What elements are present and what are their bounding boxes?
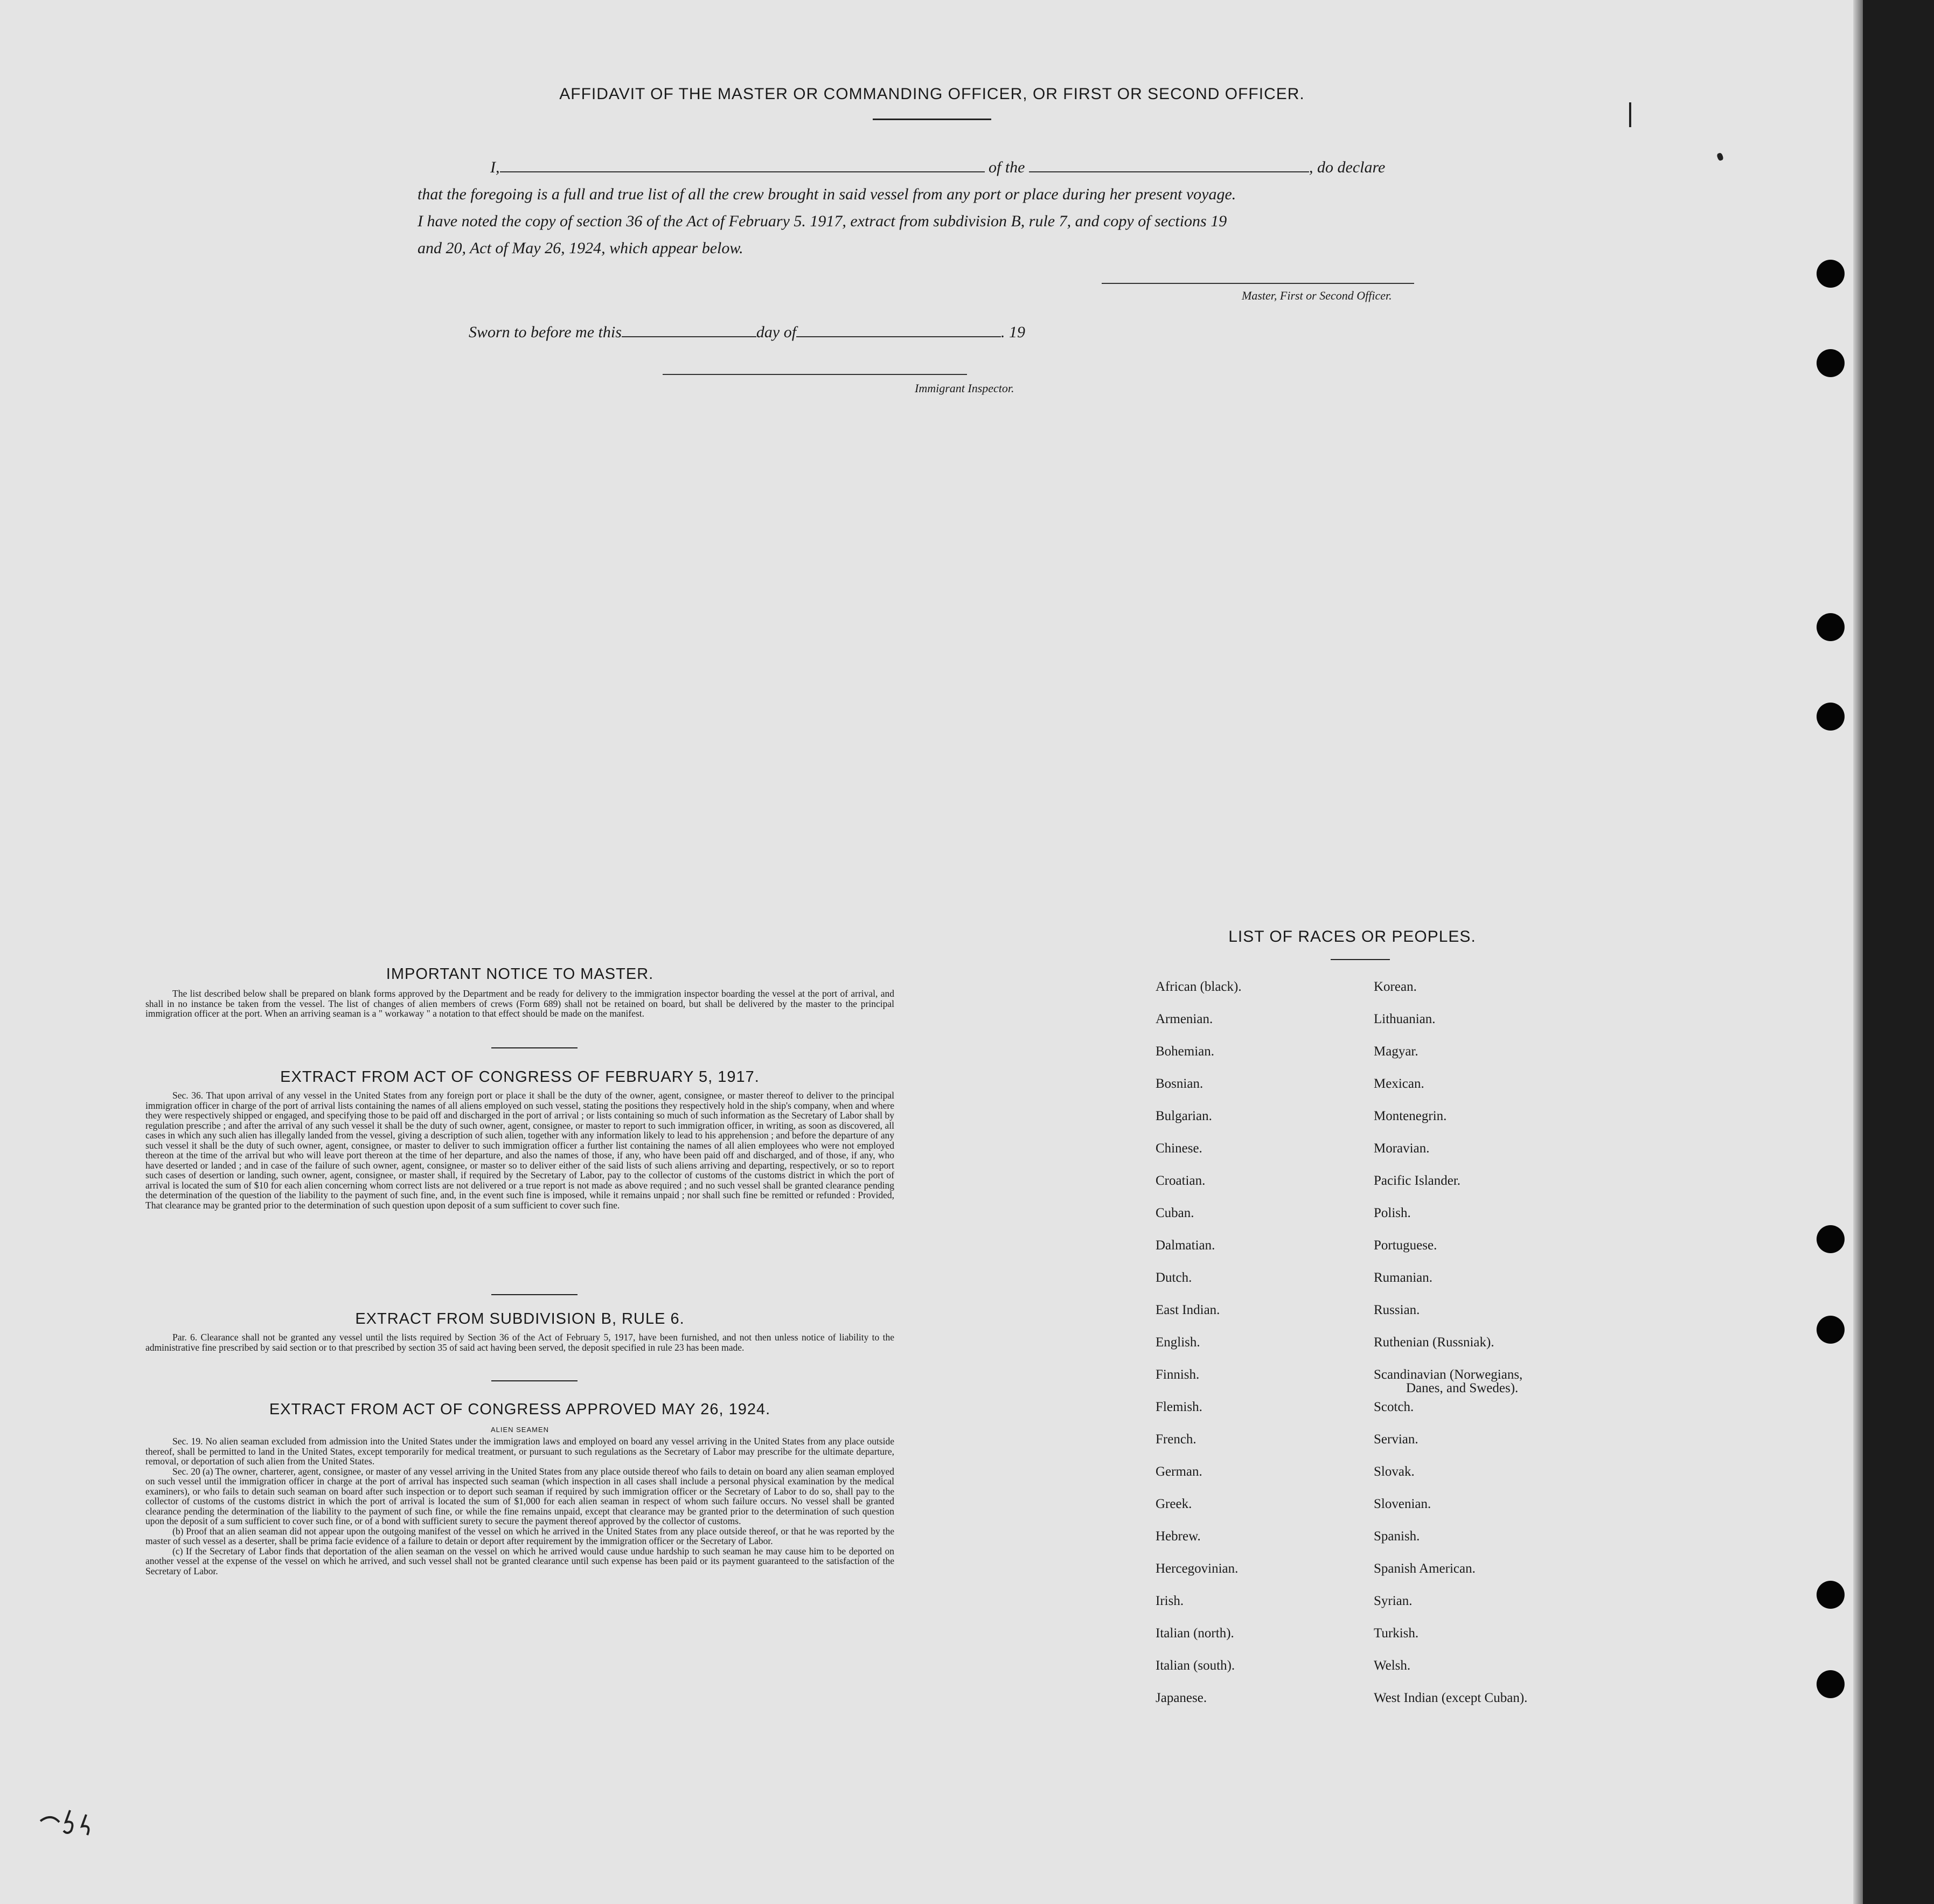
binder-hole [1817,1581,1845,1609]
race-item: Bosnian. [1156,1076,1203,1091]
sec-20a-paragraph: Sec. 20 (a) The owner, charterer, agent, consignee, or master of any vessel arriving in the United States from any place outside thereof who fails to detain on board any alien seaman employed on such vessel until the immigration officer in charge at the port of arrival has inspected such seaman (which inspection in all cases shall include a personal physical examination by the medical examiners), or who fails to detain such seaman on board after such inspection or to deport such seaman if required by such immigration officer or the Secretary of Labor to do so, shall pay to the collector of customs of the customs district in which the port of arrival is located the sum of $1,000 for each alien seaman in respect of whom such failure occurs. No vessel shall be granted clearance pending the determination of the liability to the payment of such fine, or while the fine remains unpaid, except that clearance may be granted prior to the determination of such question upon the deposit of a sum sufficient to cover such fine, or of a bond with sufficient surety to secure the payment thereof approved by the collector of customs. [145,1465,894,1526]
binder-hole [1817,703,1845,731]
of-the-label: of the [989,158,1025,176]
race-item: Slovak. [1374,1464,1415,1479]
page-edge-shadow [1853,0,1863,1904]
race-item: Croatian. [1156,1173,1206,1188]
sworn-line [469,319,1115,346]
race-item: Slovenian. [1374,1497,1431,1511]
inspector-caption: Immigrant Inspector. [915,381,1014,395]
binder-hole [1817,1670,1845,1698]
master-signature-caption: Master, First or Second Officer. [1242,289,1392,302]
month-blank [796,324,1001,337]
race-item: Spanish. [1374,1529,1420,1544]
race-item: German. [1156,1464,1202,1479]
race-item: Spanish American. [1374,1561,1476,1576]
race-item: English. [1156,1335,1200,1350]
declaration-text-1: that the foregoing is a full and true list of all the crew brought in said vessel from any port or place during her present voyage. [418,185,1236,203]
race-item: Greek. [1156,1497,1192,1511]
race-item: Dutch. [1156,1270,1192,1285]
race-item: Turkish. [1374,1626,1419,1641]
pencil-mark [1629,102,1631,127]
binder-hole [1817,613,1845,641]
race-item: French. [1156,1432,1196,1447]
do-declare-label: , do declare [1309,158,1386,176]
i-label: I, [490,158,500,176]
race-item: Bulgarian. [1156,1109,1212,1123]
race-item: Portuguese. [1374,1238,1437,1253]
ink-speck [1716,152,1724,162]
binder-hole [1817,1316,1845,1344]
handwritten-scribble [38,1799,102,1837]
binder-hole [1817,349,1845,377]
declaration-line [418,154,1452,181]
race-item: Dalmatian. [1156,1238,1215,1253]
extract-1917-paragraph: Sec. 36. That upon arrival of any vessel in the United States from any foreign port or place it shall be the duty of the owner, agent, consignee, or master thereof to deliver to the principal immigration officer in charge of the port of arrival lists containing the names of all aliens employed on such vessel, stating the positions they respectively hold in the ship's company, when and where they were respectively shipped or engaged, and specifying those to be paid off and discharged in the port of arrival ; or lists containing so much of such information as the Secretary of Labor shall by regulation prescribe ; and after the arrival of any such vessel it shall be the duty of such owner, agent, consignee, or master to report to such immigration officer, in writing, as soon as discovered, all cases in which any such alien has illegally landed from the vessel, giving a description of such alien, together with any information likely to lead to his apprehension ; and before the departure of any such vessel it shall be the duty of such owner, agent, consignee, or master to deliver to such immigration officer a further list containing the names of all alien employees who were not employed thereon at the time of the arrival but who will leave port thereon at the time of her departure, and also the names of those, if any, who have been paid off and discharged, and of those, if any, who have deserted or landed ; and in case of the failure of such owner, agent, consignee, or master so to deliver either of the said lists of such aliens arriving and departing, respectively, or so to report such cases of desertion or landing, such owner, agent, consignee, or master shall, if required by the Secretary of Labor, pay to the collector of customs of the customs district in which the port of arrival is located the sum of $10 for each alien concerning whom correct lists are not delivered or a true report is not made as above required ; and no such vessel shall be granted clearance pending the determination of the question of the liability to the payment of such fine, and, in the event such fine is imposed, while it remains unpaid ; nor shall such fine be remitted or refunded : Provided, That clearance may be granted prior to the determination of such question upon deposit of a sum sufficient to cover such fine. [145,1090,894,1211]
races-heading: LIST OF RACES OR PEOPLES. [1228,928,1476,946]
section-divider [491,1380,578,1381]
race-item: West Indian (except Cuban). [1374,1691,1528,1705]
declaration-text-3: and 20, Act of May 26, 1924, which appear below. [418,239,743,257]
notice-paragraph: The list described below shall be prepared on blank forms approved by the Department and be ready for delivery to the immigration inspector boarding the vessel at the port of arrival, and shall in no instance be taken from the vessel. The list of changes of alien members of crews (Form 689) shall not be retained on board, but shall be delivered by the master to the principal immigration officer at the port. When an arriving seaman is a " workaway " a notation to that effect should be made on the manifest. [145,988,894,1019]
name-blank [500,159,985,172]
race-item: Servian. [1374,1432,1418,1447]
races-divider [1331,959,1390,960]
master-signature-line [1102,283,1414,284]
race-item: Russian. [1374,1303,1420,1317]
race-item: Japanese. [1156,1691,1207,1705]
extract-rule6-heading: EXTRACT FROM SUBDIVISION B, RULE 6. [355,1310,685,1328]
notice-heading: IMPORTANT NOTICE TO MASTER. [386,965,654,983]
race-item: Scotch. [1374,1400,1414,1414]
race-item: Rumanian. [1374,1270,1433,1285]
race-item: Lithuanian. [1374,1012,1436,1026]
race-item: Pacific Islander. [1374,1173,1461,1188]
section-divider [491,1294,578,1295]
binder-hole [1817,1225,1845,1253]
sec-20c-paragraph: (c) If the Secretary of Labor finds that deportation of the alien seaman on the vessel on which he arrived would cause undue hardship to such seaman he may cause him to be deported on another vessel at the expense of the vessel on which he arrived, and such vessel shall not be granted clearance until such expense has been paid or its payment guaranteed to the satisfaction of the Secretary of Labor. [145,1545,894,1576]
title-divider [873,119,991,120]
race-item: Italian (north). [1156,1626,1234,1641]
race-item: Polish. [1374,1206,1411,1220]
race-item: Flemish. [1156,1400,1202,1414]
extract-1917-text [145,1090,894,1210]
declaration-text-2: I have noted the copy of section 36 of the Act of February 5. 1917, extract from subdivision B, rule 7, and copy of sections 19 [418,212,1227,230]
race-item: Hercegovinian. [1156,1561,1239,1576]
inspector-signature-line [663,374,967,375]
sec-20b-paragraph: (b) Proof that an alien seaman did not appear upon the outgoing manifest of the vessel on which he arrived in the United States from any place outside thereof, or that he was reported by the master of such vessel as a deserter, shall be prima facie evidence of a failure to detain or deport after requirement by the immigration officer or the Secretary of Labor. [145,1525,894,1546]
race-item: Hebrew. [1156,1529,1201,1544]
day-blank [622,324,756,337]
race-item: Chinese. [1156,1141,1202,1156]
extract-rule6-paragraph: Par. 6. Clearance shall not be granted any vessel until the lists required by Section 36 of the Act of February 5, 1917, have been furnished, and not then unless notice of liability to the administrative fine prescribed by said section or to that prescribed by section 35 of said act having been served, the deposit specified in rule 23 has been made. [145,1332,894,1353]
binder-hole [1817,260,1845,288]
alien-seamen-subheading: ALIEN SEAMEN [490,1426,549,1434]
extract-rule6-text [145,1332,894,1352]
sworn-label: Sworn to before me this [469,323,622,341]
race-item: Bohemian. [1156,1044,1215,1059]
race-item: Moravian. [1374,1141,1430,1156]
vessel-blank [1029,159,1309,172]
race-item: Cuban. [1156,1206,1194,1220]
year-prefix: . 19 [1001,323,1026,341]
race-item: Welsh. [1374,1658,1411,1673]
race-item: East Indian. [1156,1303,1220,1317]
race-item: Montenegrin. [1374,1109,1447,1123]
affidavit-title: AFFIDAVIT OF THE MASTER OR COMMANDING OFFICER, OR FIRST OR SECOND OFFICER. [559,85,1305,103]
race-item: Italian (south). [1156,1658,1235,1673]
race-item: Mexican. [1374,1076,1424,1091]
section-divider [491,1047,578,1048]
race-item: Irish. [1156,1594,1184,1608]
race-item-continuation: Danes, and Swedes). [1406,1381,1519,1395]
race-item: Syrian. [1374,1594,1413,1608]
race-item: Finnish. [1156,1367,1200,1382]
extract-1924-heading: EXTRACT FROM ACT OF CONGRESS APPROVED MAY 26, 1924. [269,1401,771,1418]
sec-19-paragraph: Sec. 19. No alien seaman excluded from admission into the United States under the immigration laws and employed on board any vessel arriving in the United States from any place outside thereof, shall be permitted to land in the United States, except temporarily for medical treatment, or pursuant to such regulations as the Secretary of Labor may prescribe for the ultimate departure, removal, or deportation of such alien from the United States. [145,1436,894,1467]
notice-text [145,989,894,1019]
day-of-label: day of [756,323,797,341]
race-item: Scandinavian (Norwegians, [1374,1367,1523,1382]
extract-1924-text [145,1436,894,1576]
race-item: Korean. [1374,979,1417,994]
race-item: Magyar. [1374,1044,1418,1059]
race-item: African (black). [1156,979,1242,994]
race-item: Ruthenian (Russniak). [1374,1335,1494,1350]
race-item: Armenian. [1156,1012,1213,1026]
extract-1917-heading: EXTRACT FROM ACT OF CONGRESS OF FEBRUARY 5, 1917. [280,1068,760,1086]
